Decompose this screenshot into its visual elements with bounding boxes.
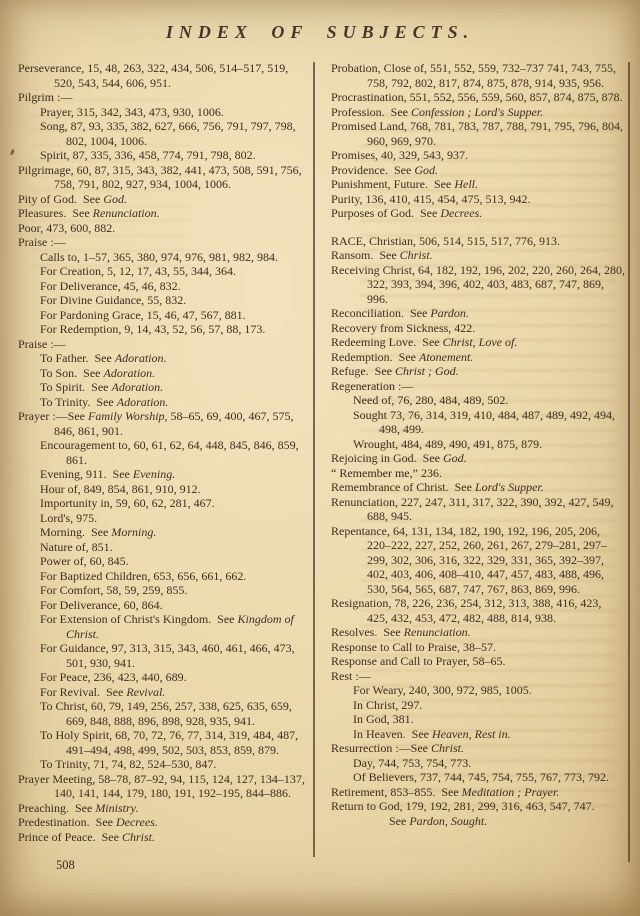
index-entry: Resignation, 78, 226, 236, 254, 312, 313, 388, 416, 423, 425, 432, 453, 472, 482, 488, 814, 938. — [331, 596, 605, 625]
index-entry: Rejoicing in God. See God. — [331, 451, 467, 465]
right-column — [331, 61, 628, 828]
index-entry: Punishment, Future. See Hell. — [331, 177, 478, 191]
index-entry: Regeneration :— — [331, 378, 414, 393]
index-entry: Response and Call to Prayer, 58–65. — [331, 654, 506, 668]
index-entry: Receiving Christ, 64, 182, 192, 196, 202, 220, 260, 264, 280, 322, 393, 394, 396, 402, 403, 483, 687, 747, 869, 996. — [331, 262, 628, 306]
index-entry: To Christ, 60, 79, 149, 256, 257, 338, 625, 635, 659, 669, 848, 888, 896, 898, 928, 935, 941. — [40, 699, 295, 728]
index-entry: Renunciation, 227, 247, 311, 317, 322, 390, 392, 427, 549, 688, 945. — [331, 494, 617, 523]
index-entry: Return to God, 179, 192, 281, 299, 316, 463, 547, 747. — [331, 799, 595, 813]
index-entry: Poor, 473, 600, 882. — [18, 220, 116, 235]
index-entry: Procrastination, 551, 552, 556, 559, 560, 857, 874, 875, 878. — [331, 90, 623, 104]
index-entry: Pilgrim :— — [18, 90, 73, 104]
index-entry: For Divine Guidance, 55, 832. — [40, 293, 187, 307]
index-entry: Probation, Close of, 551, 552, 559, 732–737 741, 743, 755, 758, 792, 802, 817, 874, 875, 878, 914, 935, 956. — [331, 61, 619, 90]
left-column — [18, 61, 310, 844]
index-entry: Lord's, 975. — [40, 510, 98, 525]
index-entry: In God, 381. — [353, 712, 414, 726]
index-entry: For Deliverance, 60, 864. — [40, 597, 163, 612]
index-entry: Redemption. See Atonement. — [331, 349, 474, 364]
index-entry: Wrought, 484, 489, 490, 491, 875, 879. — [353, 436, 543, 451]
index-entry: For Peace, 236, 423, 440, 689. — [40, 670, 187, 684]
index-entry: RACE, Christian, 506, 514, 515, 517, 776, 913. — [331, 233, 561, 248]
index-entry: Need of, 76, 280, 484, 489, 502. — [353, 393, 509, 407]
index-entry: In Heaven. See Heaven, Rest in. — [353, 726, 511, 741]
index-entry: For Weary, 240, 300, 972, 985, 1005. — [353, 683, 532, 697]
page-title: INDEX OF SUBJECTS. — [165, 22, 475, 42]
section-gap — [331, 221, 625, 234]
index-entry: For Creation, 5, 12, 17, 43, 55, 344, 364. — [40, 264, 236, 278]
index-entry: For Baptized Children, 653, 656, 661, 662. — [40, 568, 247, 583]
index-entry: In Christ, 297. — [353, 697, 423, 712]
index-entry: Power of, 60, 845. — [40, 554, 129, 568]
index-entry: To Spirit. See Adoration. — [40, 380, 164, 394]
index-entry: Refuge. See Christ ; God. — [331, 364, 459, 378]
index-entry: Nature of, 851. — [40, 539, 113, 554]
index-entry: Prayer :—See Family Worship, 58–65, 69, 400, 467, 575, 846, 861, 901. — [18, 409, 297, 438]
index-entry: See Pardon, Sought. — [389, 813, 488, 828]
index-entry: Promises, 40, 329, 543, 937. — [331, 148, 469, 162]
index-entry: For Revival. See Revival. — [40, 684, 166, 699]
index-entry: Sought 73, 76, 314, 319, 410, 484, 487, 489, 492, 494, 498, 499. — [353, 407, 619, 436]
index-entry: Profession. See Confession ; Lord's Supper. — [331, 104, 544, 119]
index-entry: Retirement, 853–855. See Meditation ; Prayer. — [331, 784, 560, 799]
index-entry: Pity of God. See God. — [18, 191, 128, 206]
index-entry: For Extension of Christ's Kingdom. See Kingdom of Christ. — [40, 612, 297, 641]
index-entry: Remembrance of Christ. See Lord's Supper. — [331, 480, 544, 494]
index-entry: Resolves. See Renunciation. — [331, 625, 471, 639]
index-entry: For Deliverance, 45, 46, 832. — [40, 278, 181, 293]
index-entry: To Trinity, 71, 74, 82, 524–530, 847. — [40, 757, 217, 771]
index-entry: Predestination. See Decrees. — [18, 815, 158, 829]
index-entry: Resurrection :—See Christ. — [331, 741, 464, 755]
index-entry: Praise :— — [18, 336, 66, 351]
column-divider-rule — [313, 62, 315, 857]
index-entry: Of Believers, 737, 744, 745, 754, 755, 767, 773, 792. — [353, 770, 609, 784]
index-entry: Preaching. See Ministry. — [18, 800, 139, 815]
index-entry: For Guidance, 97, 313, 315, 343, 460, 461, 466, 473, 501, 930, 941. — [40, 641, 298, 670]
index-entry: Rest :— — [331, 668, 371, 683]
index-entry: Evening, 911. See Evening. — [40, 467, 176, 481]
index-entry: Response to Call to Praise, 38–57. — [331, 639, 496, 654]
index-entry: Prayer Meeting, 58–78, 87–92, 94, 115, 124, 127, 134–137, 140, 141, 144, 179, 180, 191, 192–195, 844–886. — [18, 771, 308, 800]
index-entry: For Comfort, 58, 59, 259, 855. — [40, 583, 188, 597]
index-entry: Prince of Peace. See Christ. — [18, 829, 155, 844]
index-entry: Morning. See Morning. — [40, 525, 157, 539]
index-entry: Purity, 136, 410, 415, 454, 475, 513, 942. — [331, 191, 531, 206]
index-entry: Calls to, 1–57, 365, 380, 974, 976, 981, 982, 984. — [40, 249, 279, 264]
index-entry: For Redemption, 9, 14, 43, 52, 56, 57, 88, 173. — [40, 322, 266, 336]
index-entry: To Holy Spirit, 68, 70, 72, 76, 77, 314, 319, 484, 487, 491–494, 498, 499, 502, 503, 853, 859, 879. — [40, 728, 302, 757]
index-entry: Reconciliation. See Pardon. — [331, 306, 469, 320]
index-entry: Day, 744, 753, 754, 773. — [353, 755, 472, 770]
index-entry: To Trinity. See Adoration. — [40, 394, 169, 409]
index-entry: Pilgrimage, 60, 87, 315, 343, 382, 441, 473, 508, 591, 756, 758, 791, 802, 927, 934, 1004, 1006. — [18, 162, 305, 191]
index-entry: Pleasures. See Renunciation. — [18, 206, 160, 220]
index-entry: To Father. See Adoration. — [40, 351, 167, 365]
index-entry: Providence. See God. — [331, 162, 438, 177]
index-entry: “ Remember me,” 236. — [331, 465, 442, 480]
index-entry: Redeeming Love. See Christ, Love of. — [331, 335, 518, 349]
index-entry: Purposes of God. See Decrees. — [331, 206, 483, 220]
index-entry: Praise :— — [18, 235, 66, 249]
index-entry: Ransom. See Christ. — [331, 248, 433, 262]
right-margin-rule — [628, 62, 630, 862]
index-entry: Song, 87, 93, 335, 382, 627, 666, 756, 791, 797, 798, 802, 1004, 1006. — [40, 119, 299, 148]
index-entry: Encouragement to, 60, 61, 62, 64, 448, 845, 846, 859, 861. — [40, 438, 302, 467]
page-number: 508 — [56, 858, 75, 872]
index-entry: Recovery from Sickness, 422. — [331, 320, 476, 335]
index-entry: Hour of, 849, 854, 861, 910, 912. — [40, 481, 201, 496]
index-entry: Promised Land, 768, 781, 783, 787, 788, 791, 795, 796, 804, 960, 969, 970. — [331, 119, 626, 148]
index-entry: For Pardoning Grace, 15, 46, 47, 567, 881. — [40, 307, 246, 322]
index-entry: To Son. See Adoration. — [40, 365, 156, 380]
index-entry: Spirit, 87, 335, 336, 458, 774, 791, 798, 802. — [40, 148, 256, 162]
index-entry: Perseverance, 15, 48, 263, 322, 434, 506, 514–517, 519, 520, 543, 544, 606, 951. — [18, 61, 292, 90]
index-entry: Repentance, 64, 131, 134, 182, 190, 192, 196, 205, 206, 220–222, 227, 252, 260, 261, 267, 279–281, 297–299, 302, 306, 316, 322, 329, 331, 365, 392–397, 402, 403, 406, 408–410, 447, 457, 483, 488, 496, 530, 564, 565, 687, 747, 767, 863, 869, 996. — [331, 523, 607, 596]
index-entry: Importunity in, 59, 60, 62, 281, 467. — [40, 496, 215, 510]
index-entry: Prayer, 315, 342, 343, 473, 930, 1006. — [40, 104, 224, 119]
